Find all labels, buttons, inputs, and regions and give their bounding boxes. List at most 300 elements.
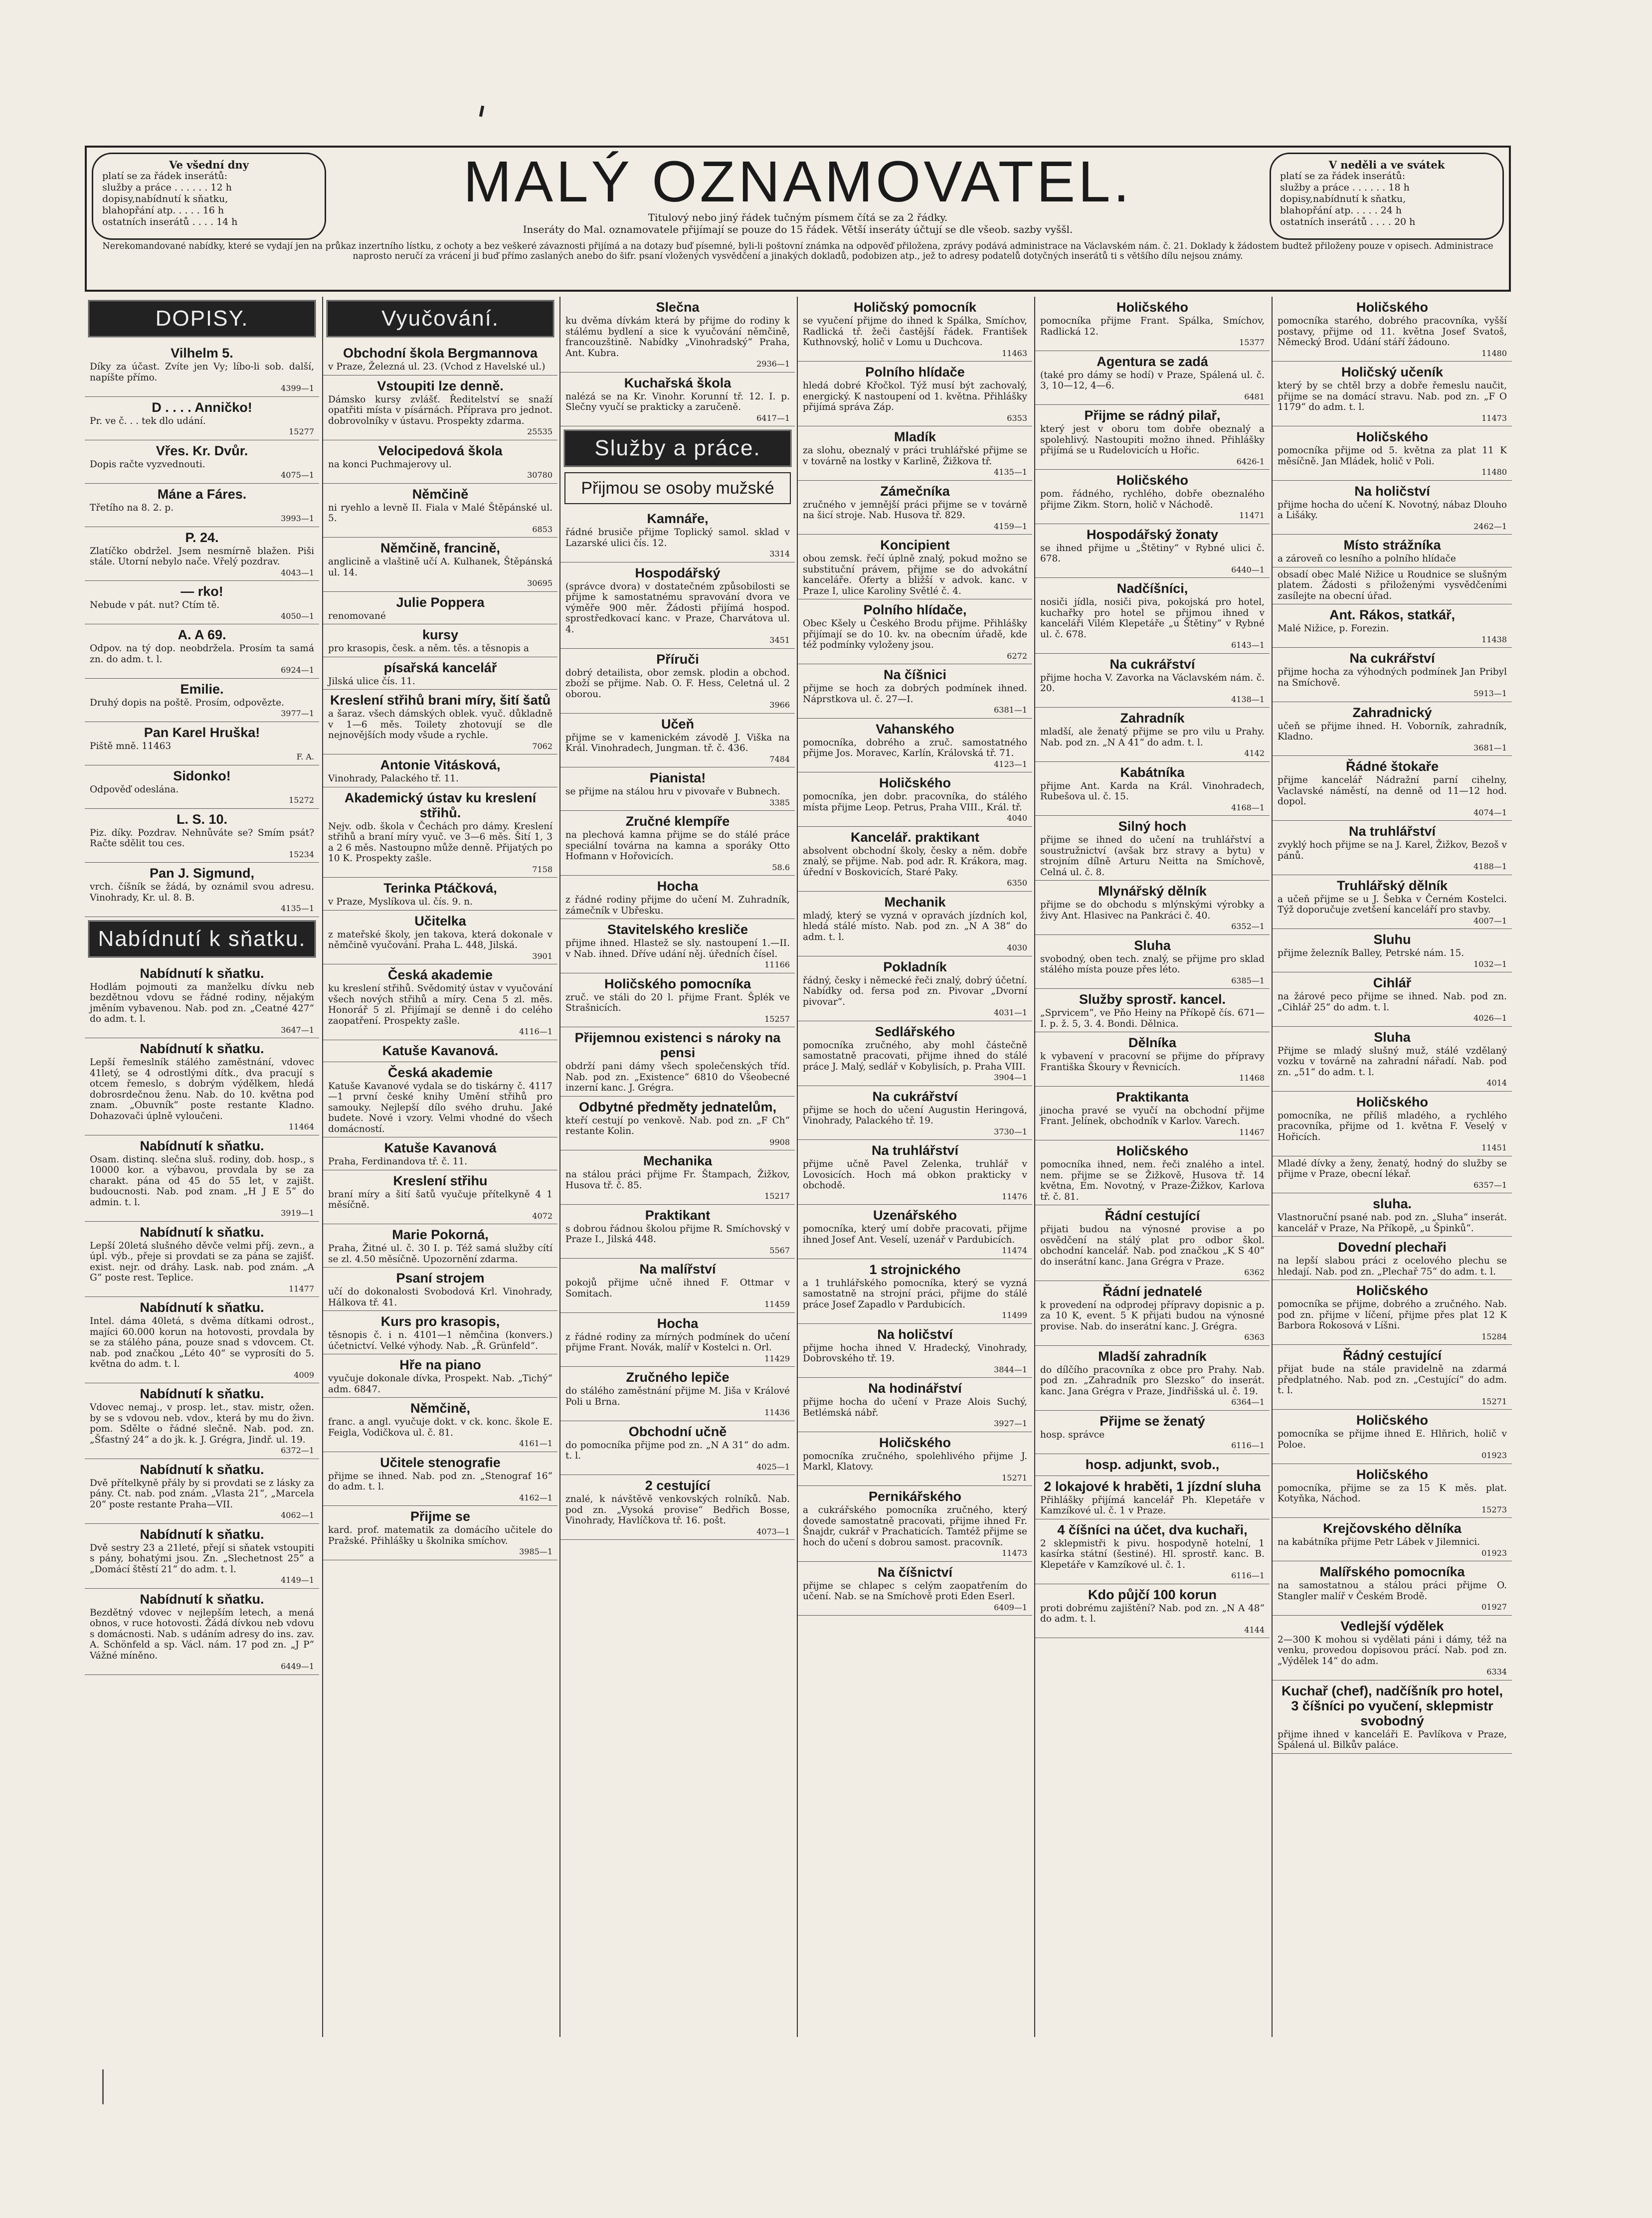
ad-body: obdrží pani dámy všech společenských tříd. Nab. pod zn. „Existence“ 6810 do Všeobecné inzerní kanc. J. Grégra. [565,1061,790,1093]
ad-code: 11451 [1481,1143,1507,1152]
classified-ad [1273,362,1512,426]
classified-ad [323,592,557,625]
ad-body: svobodný, oben tech. znalý, se přijme pro sklad stálého místa pouze přes léto. [1040,953,1265,975]
ad-body: vrch. číšník se žádá, by oznámil svou adresu. Vinohrady, Kr. ul. 8. B. [90,882,314,903]
classified-ad [798,827,1032,892]
ad-heading: Na holičství [1354,483,1430,499]
classified-ad [798,1562,1032,1616]
ad-heading: 1 strojnického [869,1262,961,1277]
ad-heading: Na cukrářství [1349,651,1435,666]
ad-heading: kursy [422,627,459,642]
ad-code: 11476 [1002,1191,1027,1201]
section-header: Služby a práce. [563,429,792,467]
ad-body: pomocníka, jen dobr. pracovníka, do stálého místa přijme Leop. Petrus, Praha VIII., Král. tř. [803,791,1027,813]
ad-heading: 4 číšníci na účet, dva kuchaři, [1057,1522,1248,1537]
ad-heading: Zahradník [1120,711,1185,726]
ad-heading: Máne a Fáres. [157,486,247,502]
ad-body: řádné brusiče přijme Toplický samol. sklad v Lazarské ulici čís. 12. [565,527,790,549]
ad-heading: Stavitelského kresliče [607,922,748,937]
ad-heading: Řádní jednatelé [1102,1284,1202,1299]
ad-body: přijme se chlapec s celým zaopatřením do učení. Nab. se na Smíchově proti Eden Eserl. [803,1580,1027,1602]
ad-body: Nebude v pát. nut? Ctím tě. [90,600,220,610]
ad-body: Vdovec nemaj., v prosp. let., stav. mistr, ožen. by se s vdovou neb. vdov., která by mu do živn. pom. Sdělte o řádné slečně. Nab. pod. zn. „Šťastný 24“ a do jk. k. J. Grégra, Jindř. ul. 19. [90,1402,314,1445]
classified-ad [323,964,557,1040]
ad-heading: Holičského [1116,473,1189,488]
ad-code: 15284 [1481,1331,1507,1341]
ad-body: pomocníka zručného, aby mohl částečně samostatně pracovati, přijme ihned do stálé práce J. Malý, sedlář v Kobylisích, p. Praha VIII. [803,1040,1027,1072]
ad-code: 6481 [1244,391,1265,401]
ad-code: 3904—1 [994,1073,1027,1082]
classified-ad [798,1432,1032,1486]
ad-heading: Pernikářského [868,1489,962,1504]
ad-body: pomocníka přijme Frant. Spálka, Smíchov, Radlická 12. [1040,316,1265,337]
classified-ad [560,372,795,427]
classified-ad [1035,989,1270,1032]
classified-ad [1035,1140,1270,1205]
ad-heading: Němčině, francině, [380,541,501,555]
ad-body: na lepší slabou práci z ocelového plechu se hledají. Nab. pod zn. „Plechař 75“ do adm. t. l. [1278,1256,1507,1277]
rate-line: blahopřání atp. . . . . 24 h [1280,205,1402,216]
ad-code: 3844—1 [994,1364,1027,1374]
classified-ad [323,624,557,657]
ad-heading: Kdo půjčí 100 korun [1088,1587,1217,1602]
ad-code: 4031—1 [994,1008,1027,1017]
ad-body: se ihned přijme u „Štětiny“ v Rybné ulici č. 678. [1040,543,1265,564]
classified-ad [323,754,557,787]
classified-ad [1035,935,1270,989]
holiday-rates-title: V neděli a ve svátek [1328,159,1445,171]
ad-body: přijme hocha do učení K. Novotný, nábaz Dlouho a Lišáky. [1278,499,1507,521]
ad-body: do stálého zaměstnání přijme M. Jiša v Králové Poli u Brna. [565,1386,790,1407]
ad-heading: Koncipient [880,538,950,553]
ad-code: 7158 [532,864,552,874]
ad-heading: Slečna [656,300,700,315]
ad-heading: Na číšnictví [877,1564,953,1580]
ad-heading: Učitele stenografie [380,1455,501,1470]
classified-ad [798,1021,1032,1086]
classified-ad [1035,1032,1270,1087]
classified-ad [1035,1454,1270,1476]
ad-heading: Učeň [661,716,695,732]
ad-body: vyučuje dokonale dívka, Prospekt. Nab. „Tichý“ adm. 6847. [328,1373,552,1395]
classified-ad [85,809,319,863]
column-1 [85,297,319,2037]
ad-body: Praha, Žitné ul. č. 30 I. p. Též samá služby cítí se zl. 4.50 měsíčně. Upozornění zdarma. [328,1243,552,1265]
ad-heading: Vahanského [876,721,954,737]
ad-body: Katuše Kavanové vydala se do tiskárny č. 4117—1 první české knihy Umění střihů pro samouky. Nejlepší dílo svého druhu. Jaké budete. Nové i vzory. Velmi vhodné do všech domácností. [328,1081,552,1134]
classified-ad [798,481,1032,535]
classified-ad [1035,881,1270,935]
ad-code: 4159—1 [994,521,1027,531]
ad-body: Intel. dáma 40letá, s dvěma dítkami odrost., majíci 60.000 korun na hotovosti, provdala by se za stálého pána, pouze snad s vdovcem. Ct. nab. pod značkou „Léto 40“ se vyprosíti do 5. května do adm. t. l. [90,1316,314,1369]
ad-body: přijme Ant. Karda na Král. Vinohradech, Rubešova ul. č. 15. [1040,780,1265,802]
ad-body: k vybavení v pracovní se přijme do přípravy Františka Škoury v Řevnicích. [1040,1051,1265,1073]
ad-code: 11436 [764,1408,790,1417]
classified-ad [323,1040,557,1062]
classified-ad [1273,1280,1512,1345]
classified-ad [85,1038,319,1135]
ad-heading: Kamnáře, [647,511,709,526]
ad-heading: Na truhlářství [871,1143,959,1158]
ad-code: F. A. [296,752,314,761]
ad-body: na plechová kamna přijme se do stálé práce speciální továrna na kamna a sporáky Otto Hofmann v Hořovicích. [565,830,790,862]
ad-heading: Hře na piano [399,1357,481,1372]
classified-ad [560,508,795,562]
classified-ad [1035,816,1270,881]
ad-body: na kabátníka přijme Petr Lábek v Jilemnici. [1278,1537,1480,1547]
classified-ad [560,919,795,973]
classified-ad [85,484,319,527]
ad-heading: sluha. [1372,1196,1412,1211]
ad-code: 6334 [1486,1667,1507,1676]
classified-ad [323,484,557,538]
ad-heading: Mladík [894,429,936,444]
ad-body: obou zemsk. řečí úplně znalý, pokud možno se substituční právem, přijme se do advokátní kanceláře. Oferty a bližší v advok. kanc. v Praze I, ulice Karoliny Světlé č. 4. [803,554,1027,596]
ad-body: kteří cestují po venkově. Nab. pod zn. „F Ch“ restante Kolin. [565,1115,790,1136]
ad-code: 3647—1 [281,1025,314,1035]
ad-body: na konci Puchmajerovy ul. [328,459,452,470]
ad-code: 11463 [1002,348,1027,358]
ad-heading: Holičského [1116,1143,1189,1158]
ad-heading: Krejčovského dělníka [1323,1521,1462,1536]
ad-heading: Holičského [1356,1467,1429,1482]
classified-ad [560,562,795,649]
ad-heading: Pan J. Sigmund, [149,866,255,881]
ad-heading: Sidonko! [173,768,231,783]
ad-heading: Služby sprostř. kancel. [1079,992,1226,1007]
ad-body: Lepší 20letá slušného děvče velmi příj. zevn., a úpl. výb., přeje si provdati se za pána se zajišť. exist. nejr. od dráhy. Lask. nab. pod znám. „A G“ poste rest. Teplice. [90,1240,314,1283]
ad-code: 11471 [1239,511,1265,520]
ad-code: 11464 [289,1122,314,1131]
classified-ad [798,297,1032,362]
ad-heading: Řádný cestující [1342,1348,1442,1363]
holiday-rates [1270,153,1504,240]
ad-heading: Pan Karel Hruška! [144,725,260,740]
ad-heading: Holičského [879,775,951,790]
ad-heading: Emilie. [180,681,224,697]
ad-body: pomocníka, dobrého a zruč. samostatného přijme Jos. Moravec, Karlín, Královská tř. 71. [803,737,1027,758]
rate-line: dopisy,nabídnutí k sňatku, [102,193,228,204]
ad-code: 6417—1 [756,413,790,423]
classified-ad [560,973,795,1028]
classified-ad [323,1311,557,1354]
classified-ad [560,714,795,768]
classified-ad [560,297,795,372]
ad-body: Zlatíčko obdržel. Jsem nesmírně blažen. Piši stále. Utorní nebylo nače. Vřelý pozdrav. [90,546,314,567]
classified-ad [1035,1584,1270,1639]
section-header: DOPISY. [88,300,316,338]
ad-heading: Kuchařská škola [624,375,732,390]
classified-ad [1035,1476,1270,1519]
ad-code: 3681—1 [1473,742,1507,752]
subtitle: Inseráty do Mal. oznamovatele přijímají se pouze do 15 řádek. Větší inseráty účtují se dle všeob. sazby vyššl. [523,223,1073,235]
ad-body: Dvě přítelkyně přály by si provdati se z lásky za pány. Ct. nab. pod znám. „Vlasta 21“, „Marcela 20“ poste restante Praha—VII. [90,1478,314,1510]
section-header: Vyučování. [326,300,554,338]
ad-body: přijme se ihned do učení na truhlářství a soustružnictví (avšak brz stravy a bytu) v strojním dílně Arturu Neitta na Smíchově, Celná ul. č. 8. [1040,835,1265,878]
ad-body: Dvě sestry 23 a 21leté, přejí si sňatek vstoupiti s pány, bohatými jsou. Zn. „Slechetnost 25“ a „Domácí štěstí 21“ do adm. t. l. [90,1542,314,1575]
classified-ad [1273,648,1512,702]
ad-body: přijme hocha V. Zavorka na Václavském nám. č. 20. [1040,672,1265,694]
classified-ad [85,1589,319,1675]
classified-ad [798,719,1032,773]
ad-heading: Kancelář. praktikant [850,829,980,845]
ad-code: 3314 [769,549,790,558]
ad-body: přijme se ihned. Nab. pod zn. „Stenograf 16“ do adm. t. l. [328,1471,552,1492]
ad-code: 3385 [769,797,790,807]
ad-heading: Hospodářský [635,565,721,580]
ad-code: 3901 [532,951,552,961]
ad-code: 4188—1 [1473,862,1507,871]
ad-body: pom. řádného, rychlého, dobře obeznalého přijme Zikm. Storn, holič v Náchodě. [1040,489,1265,510]
ad-heading: Nabídnutí k sňatku. [140,1591,264,1607]
ad-body: pro krasopis, česk. a něm. těs. a těsnopis a [328,643,529,654]
section-header: Nabídnutí k sňatku. [88,920,316,958]
ad-body: pomocníka, přijme se za 15 K měs. plat. Kotyňka, Náchod. [1278,1482,1507,1504]
classified-ad [85,624,319,679]
rate-line: blahopřání atp. . . . . 16 h [102,205,224,216]
classified-ad [1273,702,1512,756]
ad-code: 2936—1 [756,359,790,369]
classified-ad [798,1324,1032,1378]
ad-body: hledá dobré Křočkol. Týž musí být zachovalý, energický. K nastoupení od 1. května. Přihlášky přijímá správa Záp. [803,380,1027,412]
classified-ad [323,1062,557,1138]
ad-code: 15217 [764,1191,790,1201]
classified-ad [560,1097,795,1151]
ad-code: 6116—1 [1231,1441,1265,1450]
ad-body: 2 sklepmistři k pivu. hospodyně hotelní, 1 kasírka státní (šestiné). Hl. sprostř. kanc. B. Klepetáře v Kamzíkové ul. č. 1. [1040,1538,1265,1570]
ad-heading: Psaní strojem [396,1271,485,1286]
rate-line: služby a práce . . . . . . 12 h [102,182,232,193]
column-3 [559,297,795,2037]
ad-heading: Mechanika [643,1153,713,1168]
notice-text: Nerekomandované nabídky, které se vydají jen na průkaz inzertního lístku, z ochoty a bez veškeré závaznosti přijímá a na dotazy buď písemné, byli-li poštovní známka na odpověď přiložena, zprávy podává administrace na Václavském nám. č. 21. Doklady k žádostem budtež přiloženy pouze v opisech. Administrace naprosto neručí za vrácení ji buď přímo zaslaných anebo do šifr. psaní vložených vysvědčení a jinakých dokladů, podobizen atp., jež to adresy podatelů dotyčných inserátů ti s většího dílu nejsou známy. [102,241,1493,261]
ad-heading: Přijme se ženatý [1100,1413,1205,1429]
classified-ad [1273,972,1512,1027]
ad-code: 15271 [1481,1396,1507,1406]
ad-body: braní míry a šití šatů vyučuje přítelkyně 4 1 měsíčně. [328,1189,552,1210]
ad-code: 4123—1 [994,759,1027,769]
ad-heading: Na cukrářství [872,1089,958,1104]
ad-heading: Zahradnický [1352,705,1432,720]
ad-code: 11438 [1481,634,1507,644]
ad-heading: Mlynářský dělník [1098,884,1207,899]
classified-ad [85,343,319,397]
ad-code: 15234 [289,849,314,859]
ad-body: Pr. ve č. . . tek dlo udání. [90,415,206,426]
ad-body: přijme se v kamenickém závodě J. Viška na Král. Vinohradech, Jungman. tř. č. 436. [565,732,790,753]
ad-body: z mateřské školy, jen takova, která dokonale v němčině vyučování. Praha L. 448, Jilská. [328,929,552,950]
ad-code: 11480 [1481,348,1507,358]
ad-code: 4009 [294,1370,314,1380]
ad-body: ni ryehlo a levně II. Fiala v Malé Štěpánské ul. 5. [328,502,552,524]
classified-ad [1273,604,1512,648]
ad-code: 4162—1 [519,1492,552,1502]
ad-body: přijme se hoch za dobrých podmínek ihned. Náprstkova ul. č. 27—I. [803,683,1027,705]
ad-code: 30780 [527,470,552,480]
ad-body: (správce dvora) v dostatečném způsobilosti se přijme k samostatnému spravování dvora ve výměře 900 měr. Žádosti přijímá hospod. sprostředkovací kanc. v Praze, Charvátova ul. 4. [565,581,790,635]
ad-code: 3451 [769,635,790,645]
ad-heading: Česká akademie [387,1065,493,1080]
ad-heading: Akademický ústav ku kreslení střihů. [344,790,537,820]
classified-ad [1273,1237,1512,1280]
classified-ad [1273,1092,1512,1156]
classified-ad [560,1205,795,1259]
ad-heading: Vilhelm 5. [171,346,233,361]
classified-ad [1035,708,1270,762]
ad-code: 11468 [1239,1073,1265,1083]
ad-heading: Cihlář [1373,975,1412,990]
ad-heading: Pokladník [883,959,947,974]
ad-heading: Terinka Ptáčková, [383,881,497,896]
ad-code: 4074—1 [1473,807,1507,817]
ad-body: Dopis račte vyzvednouti. [90,459,205,470]
ad-code: 6924—1 [281,665,314,675]
ad-heading: Praktikant [645,1207,711,1223]
classified-ad [1273,567,1512,605]
ad-body: přijme hocha do učení v Praze Alois Suchý, Betlémská nábř. [803,1397,1027,1418]
ad-body: pomocníka se přijme, dobrého a zručného. Nab. pod zn. přijme v líčení, přijme přes plat 12 K Barbora Rokosová v Líšni. [1278,1299,1507,1331]
ink-mark [479,106,484,117]
ad-heading: Julie Poppera [396,594,485,610]
ad-heading: Ant. Rákos, statkář, [1329,607,1456,622]
ad-heading: Němčině, [410,1401,471,1416]
classified-ad [798,1205,1032,1259]
ad-body: řádný, česky i německé řeči znalý, dobrý účetní. Nabídky od. fersa pod zn. Pivovar „Dvorní pivovar“. [803,975,1027,1007]
classified-ad [560,767,795,811]
classified-ad [85,765,319,809]
ad-code: 6357—1 [1473,1180,1507,1190]
ad-heading: Holičský pomocník [853,300,977,315]
ad-heading: Na číšnici [883,667,947,682]
ad-code: 6409—1 [994,1602,1027,1612]
ad-body: na žárové peco přijme se ihned. Nab. pod zn. „Cihlář 25“ do adm. t. l. [1278,991,1507,1013]
classified-ad [323,1506,557,1560]
classified-ad [1035,405,1270,470]
ad-heading: Agentura se zadá [1097,354,1208,369]
ad-body: Osam. distinq. slečna sluš. rodiny, dob. hosp., s 10000 kor. a výbavou, provdala by se za charakt. pána od 45 do 55 let, v zajišt. budoucnosti. Nab. pod znam. „H J E 5“ do admin. t. l. [90,1154,314,1208]
ad-body: Obec Kšely u Českého Brodu přijme. Přihlášky přijímají se do 10. kv. na obecním úřadě, kde též podmínky vyloženy jsou. [803,618,1027,650]
ad-body: Vinohrady, Palackého tř. 11. [328,773,459,784]
classified-ad [1273,1616,1512,1680]
ad-heading: A. A 69. [178,627,226,642]
classified-ad [560,811,795,876]
ad-heading: Holičského [1356,1413,1429,1428]
ad-heading: Kreslení střihů brani míry, šití šatů [330,693,551,708]
ad-body: obsadí obec Malé Nižice u Roudnice se slušným platem. Žádosti s přiloženými vysvědčeními zasílejte na obecní úřad. [1278,569,1507,601]
classified-ad [323,343,557,375]
ad-heading: L. S. 10. [176,811,228,827]
classified-ad [1273,1345,1512,1410]
classified-ad [560,1150,795,1205]
ad-body: učí do dokonalosti Svobodová Krl. Vinohrady, Hálkova tř. 41. [328,1287,552,1308]
ad-code: 3985—1 [519,1547,552,1556]
page-title: MALÝ OZNAMOVATEL. [463,149,1132,214]
ad-body: Odpov. na tý dop. neobdržela. Prosím ta samá zn. do adm. t. l. [90,643,314,665]
ad-code: 01927 [1481,1602,1507,1612]
ad-code: 7062 [532,741,552,751]
classified-ad [798,1086,1032,1140]
classified-ad [1273,481,1512,535]
ad-heading: Praktikanta [1116,1089,1189,1105]
ad-heading: Kreslení střihu [393,1173,488,1188]
ad-code: 6143—1 [1231,640,1265,650]
ad-code: 11459 [764,1299,790,1309]
ad-heading: Zručného lepiče [626,1370,730,1385]
ad-body: mladý, který se vyzná v opravách jízdních kol, hledá stálé místo. Nab. pod zn. „N A 38“ do adm. t. l. [803,910,1027,942]
ad-heading: hosp. adjunkt, svob., [1085,1457,1220,1472]
ad-code: 4135—1 [281,904,314,913]
ad-heading: Nabídnutí k sňatku. [140,1138,264,1153]
ad-body: renomované [328,610,386,621]
classified-ad [798,1486,1032,1562]
classified-ad [85,581,319,624]
ad-body: pomocníka, který umí dobře pracovati, přijme ihned Josef Ant. Veselí, uzenář v Pardubicích. [803,1224,1027,1245]
ad-heading: Na cukrářství [1109,656,1195,672]
ad-heading: Pianista! [649,770,706,785]
ad-body: a zároveň co lesního a polního hlídače [1278,554,1456,564]
ad-code: 4075—1 [281,470,314,480]
ad-heading: Polního hlídače [865,365,965,379]
ad-heading: Hospodářský žonaty [1086,527,1219,542]
classified-ad [560,649,795,714]
ad-code: 4116—1 [519,1027,552,1036]
classified-ad [85,963,319,1039]
ad-code: 6362 [1244,1268,1265,1277]
ad-heading: Sedlářského [875,1024,955,1039]
classified-ad [1273,1680,1512,1754]
ad-body: Odpověď odeslána. [90,784,179,795]
ad-body: pomocníka ihned, nem. řeči znalého a intel. nem. přijme se se Žižkově, Husova tř. 14 května, Em. Novotný, v Praze-Žižkov, Karlova tř. č. 81. [1040,1159,1265,1202]
ad-code: 11473 [1002,1548,1027,1558]
ad-body: do pomocníka přijme pod zn. „N A 31“ do adm. t. l. [565,1440,790,1461]
ad-body: pomocníka zručného, spolehlivého přijme J. Markl, Klatovy. [803,1451,1027,1472]
classified-ad [85,1459,319,1524]
ad-body: pomocníka přijme od 5. května za plat 11 K měsíčně. Jan Mládek, holič v Poli. [1278,445,1507,467]
ad-heading: Antonie Vitásková, [380,757,501,772]
ad-heading: Řádní cestující [1104,1208,1200,1223]
ad-code: 6426-1 [1236,456,1265,466]
ad-code: 2462—1 [1473,521,1507,531]
category-box: Přijmou se osoby mužské [564,472,791,504]
ad-code: 4050—1 [281,611,314,621]
ad-heading: Česká akademie [387,967,493,982]
classified-ad [1273,1518,1512,1561]
ad-heading: Holičského [1356,1094,1429,1109]
ad-body: s dobrou řádnou školou přijme R. Smíchovský v Praze I., Jilská 448. [565,1223,790,1245]
ad-body: těsnopis č. i n. 4101—1 němčina (konvers.) účetnictví. Velké výhody. Nab. „Ř. Grünfeld“. [328,1330,552,1351]
ad-body: Praha, Ferdinandova tř. č. 11. [328,1156,468,1167]
classified-ad [323,657,557,690]
ad-heading: Vřes. Kr. Dvůr. [156,443,248,458]
ad-code: 4161—1 [519,1439,552,1448]
classified-ad [1035,1411,1270,1454]
ad-body: k provedení na odprodej přípravy dopisnic a p. za 10 K, event. 5 K přijati budou na výnosné provise. Nab. do inserátní kanc. J. Grégra. [1040,1299,1265,1332]
ad-code: 6385—1 [1231,975,1265,985]
classified-ad [323,538,557,592]
ad-body: Nejv. odb. škola v Čechách pro dámy. Kreslení střihů a braní míry vyuč. ve 3—6 měs. Šití 1, 3 a 2 6 měs. Nastoupno může denně. Přijatých po 10 K. Prospekty zašle. [328,821,552,864]
ad-heading: P. 24. [185,530,219,545]
ad-code: 1032—1 [1473,959,1507,969]
ad-code: 30695 [527,578,552,588]
ad-heading: Holičského [1116,300,1189,315]
classified-ad [798,1259,1032,1324]
classified-ad [798,1378,1032,1432]
ad-heading: Obchodní škola Bergmannova [343,346,538,361]
ad-heading: Na holičství [877,1326,953,1342]
ad-body: který jest v oboru tom dobře obeznalý a spolehlivý. Nastoupiti možno ihned. Přihlášky přijímá se u Rudelovicích u Hořic. [1040,424,1265,456]
column-6 [1272,297,1512,2037]
ad-code: 15277 [289,427,314,436]
